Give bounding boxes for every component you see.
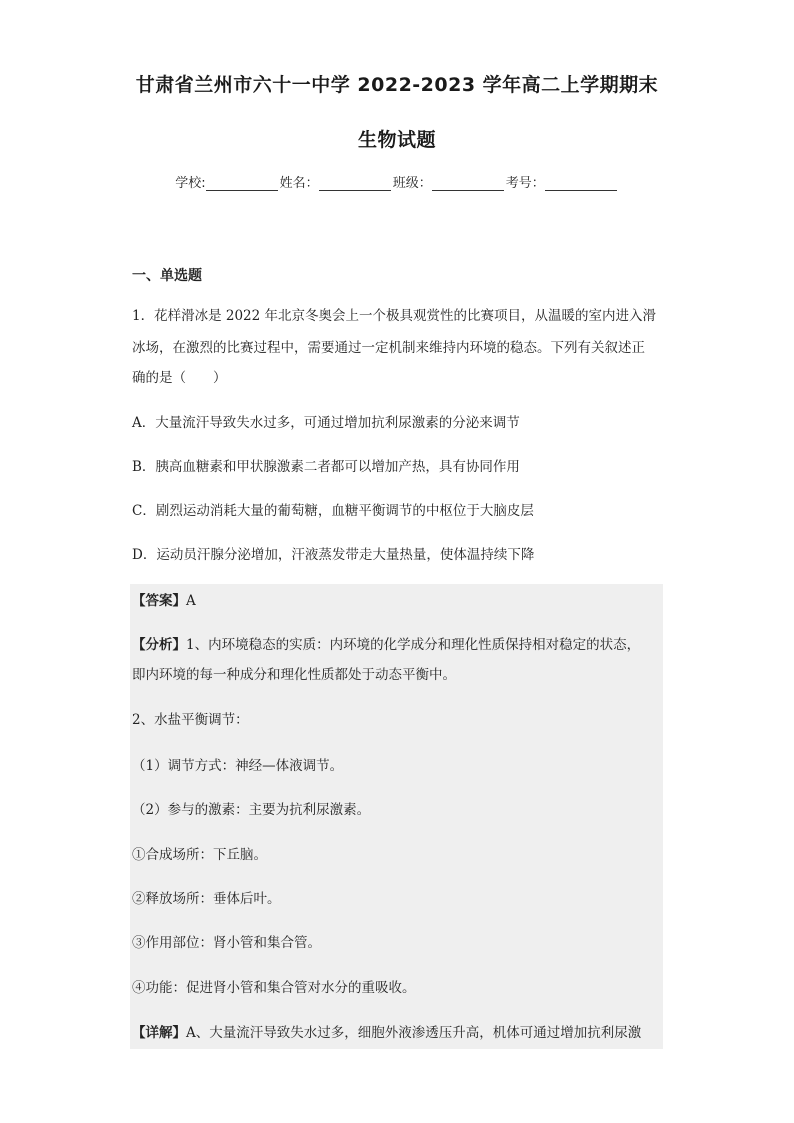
school-label: 学校:	[175, 176, 206, 191]
analysis-item: ②释放场所：垂体后叶。	[132, 891, 281, 907]
name-label: 姓名：	[279, 176, 319, 191]
class-label: 班级：	[392, 176, 432, 191]
option-d: D．运动员汗腺分泌增加，汗液蒸发带走大量热量，使体温持续下降	[132, 547, 535, 563]
analysis-subpoint: （1）调节方式：神经—体液调节。	[132, 758, 344, 774]
analysis-line: 即内环境的每一种成分和理化性质都处于动态平衡中。	[132, 667, 456, 683]
answer-value: A	[186, 593, 196, 609]
school-blank	[206, 176, 278, 191]
question-stem-line: 确的是（ ）	[132, 370, 227, 386]
student-info-line	[0, 172, 794, 191]
analysis-point: 2、水盐平衡调节：	[132, 712, 249, 728]
exam-subtitle: 生物试题	[357, 129, 436, 151]
analysis-subpoint: （2）参与的激素：主要为抗利尿激素。	[132, 802, 371, 818]
section-heading: 一、单选题	[132, 268, 202, 284]
detail-label: 【详解】	[132, 1025, 186, 1041]
analysis-item: ③作用部位：肾小管和集合管。	[132, 935, 321, 951]
detail-line	[132, 1023, 664, 1043]
analysis-line	[132, 635, 664, 655]
answer-label: 【答案】	[132, 593, 186, 609]
analysis-text: 1、内环境稳态的实质：内环境的化学成分和理化性质保持相对稳定的状态，	[186, 637, 641, 653]
name-blank	[319, 176, 391, 191]
analysis-label: 【分析】	[132, 637, 186, 653]
number-label: 考号：	[505, 176, 545, 191]
option-b: B．胰高血糖素和甲状腺激素二者都可以增加产热，具有协同作用	[132, 459, 520, 475]
option-a: A．大量流汗导致失水过多，可通过增加抗利尿激素的分泌来调节	[132, 415, 520, 431]
option-c: C．剧烈运动消耗大量的葡萄糖，血糖平衡调节的中枢位于大脑皮层	[132, 503, 534, 519]
number-blank	[545, 176, 617, 191]
analysis-item: ④功能：促进肾小管和集合管对水分的重吸收。	[132, 980, 416, 996]
detail-text: A、大量流汗导致失水过多，细胞外液渗透压升高，机体可通过增加抗利尿激	[186, 1025, 642, 1041]
class-blank	[432, 176, 504, 191]
analysis-item: ①合成场所：下丘脑。	[132, 847, 267, 863]
exam-title: 甘肃省兰州市六十一中学 2022-2023 学年高二上学期期末	[135, 74, 659, 96]
question-stem-line: 冰场，在激烈的比赛过程中，需要通过一定机制来维持内环境的稳态。下列有关叙述正	[132, 340, 645, 356]
question-stem-line: 1．花样滑冰是 2022 年北京冬奥会上一个极具观赏性的比赛项目，从温暖的室内进入滑	[132, 308, 657, 324]
answer-line	[132, 591, 664, 611]
